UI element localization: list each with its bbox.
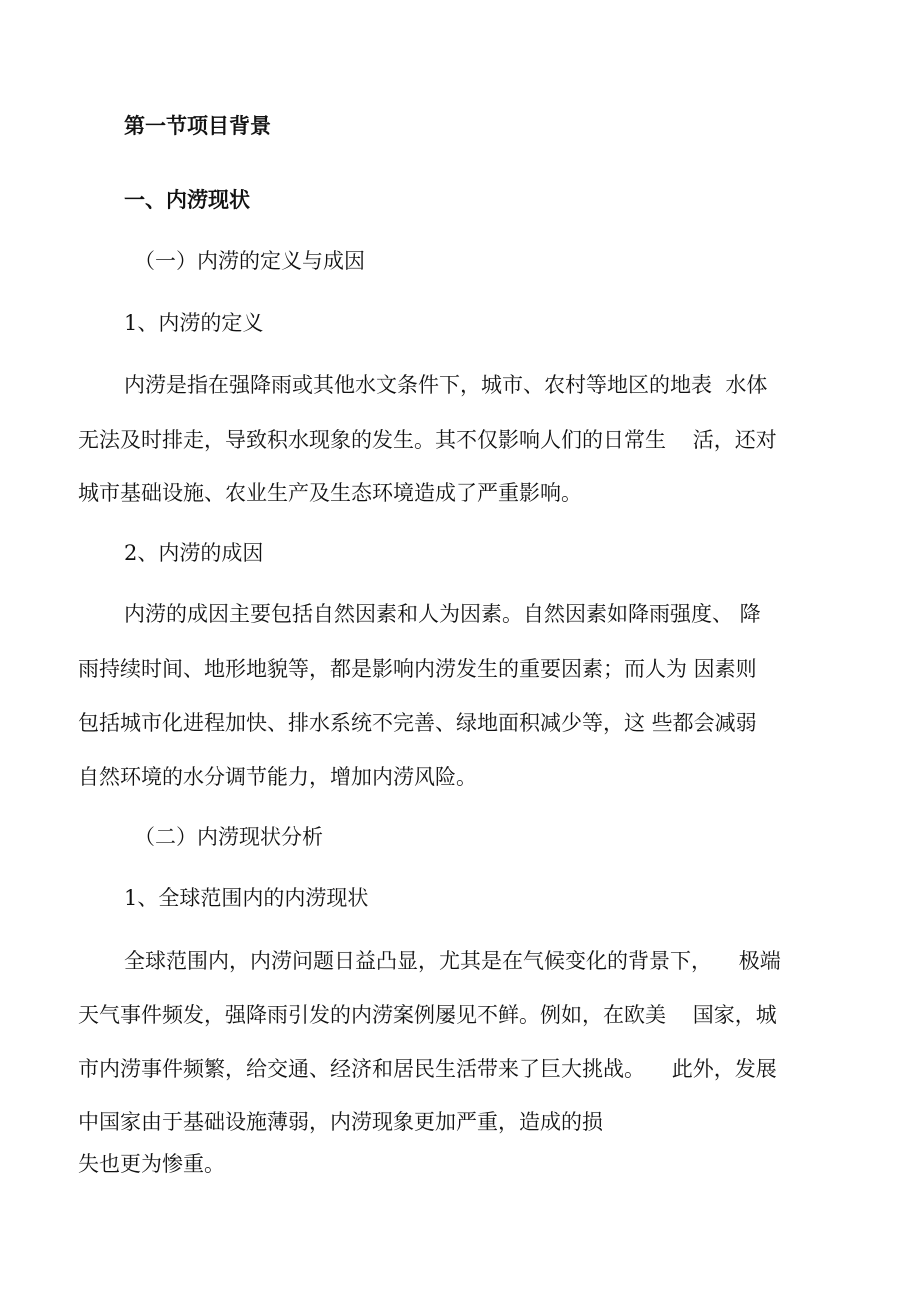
paragraph-line: 天气事件频发，强降雨引发的内涝案例屡见不鲜。例如，在欧美 国家，城 [78, 1003, 777, 1027]
paragraph-line: 内涝是指在强降雨或其他水文条件下，城市、农村等地区的地表 水体 [124, 373, 768, 397]
subheading-definition-causes: （一）内涝的定义与成因 [134, 249, 365, 273]
item-causes: 2、内涝的成因 [124, 541, 264, 565]
subheading-status-analysis: （二）内涝现状分析 [134, 825, 323, 849]
paragraph-line: 自然环境的水分调节能力，增加内涝风险。 [78, 765, 477, 789]
paragraph-line: 包括城市化进程加快、排水系统不完善、绿地面积减少等，这 些都会减弱 [78, 711, 757, 735]
paragraph-line: 城市基础设施、农业生产及生态环境造成了严重影响。 [78, 481, 582, 505]
paragraph-line: 雨持续时间、地形地貌等，都是影响内涝发生的重要因素；而人为 因素则 [78, 657, 757, 681]
item-definition: 1、内涝的定义 [124, 311, 264, 335]
paragraph-line: 无法及时排走，导致积水现象的发生。其不仅影响人们的日常生 活，还对 [78, 428, 777, 452]
section-title: 第一节项目背景 [124, 114, 271, 138]
paragraph-line: 市内涝事件频繁，给交通、经济和居民生活带来了巨大挑战。 此外，发展 [78, 1057, 777, 1081]
paragraph-line: 内涝的成因主要包括自然因素和人为因素。自然因素如降雨强度、 降 [124, 602, 761, 626]
paragraph-line: 全球范围内，内涝问题日益凸显，尤其是在气候变化的背景下， 极端 [124, 949, 781, 973]
heading-inner-flooding-status: 一、内涝现状 [124, 188, 250, 212]
item-global-status: 1、全球范围内的内涝现状 [124, 886, 369, 910]
paragraph-line: 失也更为惨重。 [78, 1152, 225, 1176]
paragraph-line: 中国家由于基础设施薄弱，内涝现象更加严重，造成的损 [78, 1110, 603, 1134]
